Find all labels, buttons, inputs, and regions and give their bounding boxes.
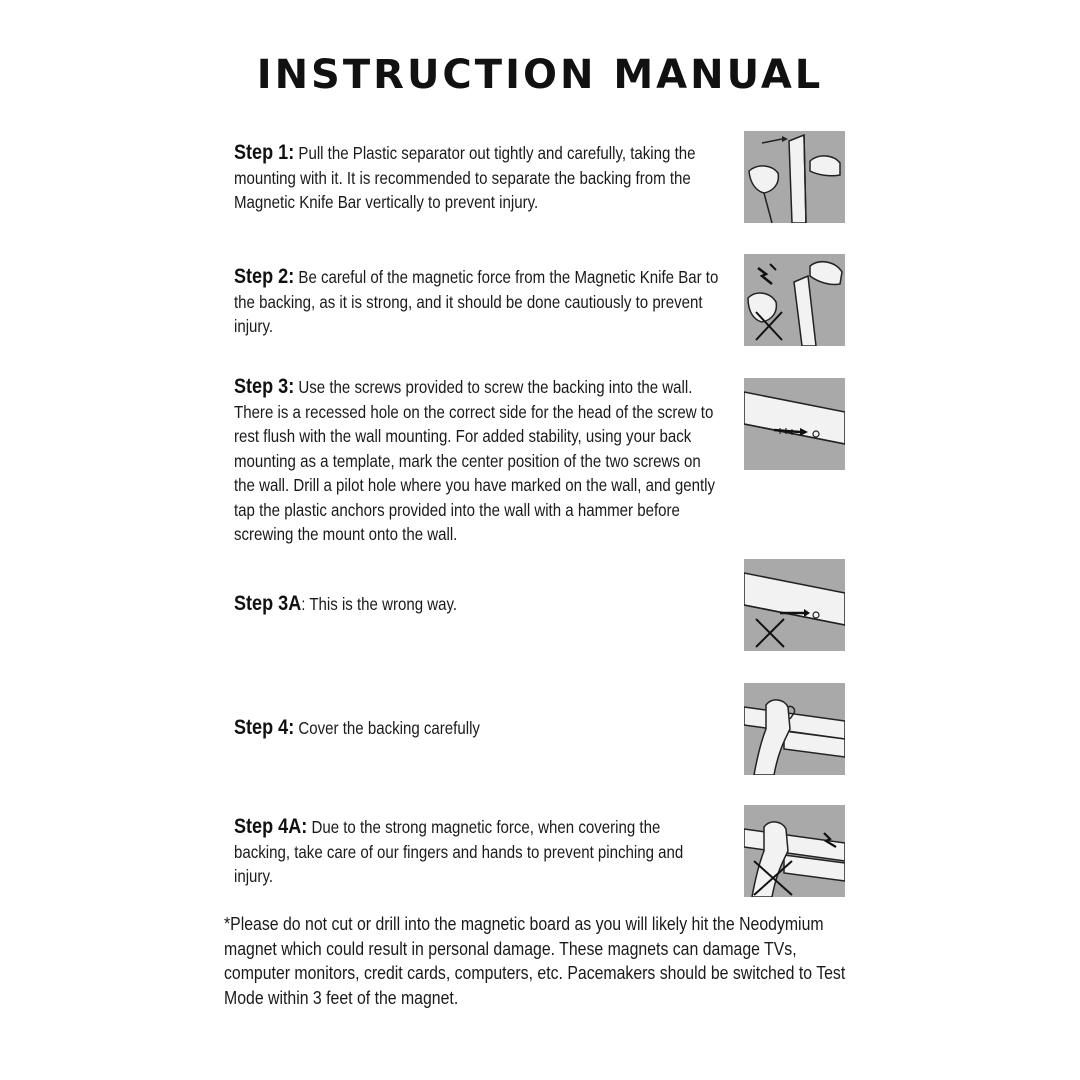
step-4a	[234, 815, 720, 889]
step-4-label: Step 4:	[234, 716, 295, 739]
step-4-text: Cover the backing carefully	[298, 718, 480, 738]
step-2	[234, 265, 720, 339]
pinch-warning-icon	[744, 805, 845, 897]
screw-wrong-icon	[744, 559, 845, 651]
step-3	[234, 375, 720, 547]
magnetic-force-warning-icon	[744, 254, 845, 346]
step-3a-text: : This is the wrong way.	[301, 594, 458, 614]
step-3-label: Step 3:	[234, 375, 295, 398]
step-1-label: Step 1:	[234, 141, 295, 164]
step-4a-text: Due to the strong magnetic force, when covering the backing, take care of our fingers and hands to prevent pinching and injury.	[234, 817, 684, 886]
step-4a-label: Step 4A:	[234, 815, 308, 838]
warning-note: *Please do not cut or drill into the magnetic board as you will likely hit the Neodymium magnet which could result in personal damage. These magnets can damage TVs, computer monitors, credit cards, computers, etc. Pacemakers should be switched to Test Mode within 3 feet of the magnet.	[224, 914, 846, 1008]
separate-backing-icon	[744, 131, 845, 223]
step-1-text: Pull the Plastic separator out tightly and carefully, taking the mounting with it. It is recommended to separate the backing from the Magnetic Knife Bar vertically to prevent injury.	[234, 143, 696, 212]
cover-backing-icon	[744, 683, 845, 775]
step-2-text: Be careful of the magnetic force from the Magnetic Knife Bar to the backing, as it is strong, and it should be done cautiously to prevent injury.	[234, 267, 719, 336]
step-3a-label: Step 3A	[234, 592, 302, 615]
page-title: INSTRUCTION MANUAL	[256, 52, 824, 98]
step-3a	[234, 592, 720, 617]
step-3-text: Use the screws provided to screw the backing into the wall. There is a recessed hole on the correct side for the head of the screw to rest flush with the wall mounting. For added stability, using your back mounting as a template, mark the center position of the two screws on the wall. Drill a pilot hole where you have marked on the wall, and gently tap the plastic anchors provided into the wall with a hammer before screwing the mount onto the wall.	[234, 377, 716, 544]
step-2-label: Step 2:	[234, 265, 295, 288]
screw-correct-icon	[744, 378, 845, 470]
step-4	[234, 716, 720, 741]
step-1	[234, 141, 720, 215]
